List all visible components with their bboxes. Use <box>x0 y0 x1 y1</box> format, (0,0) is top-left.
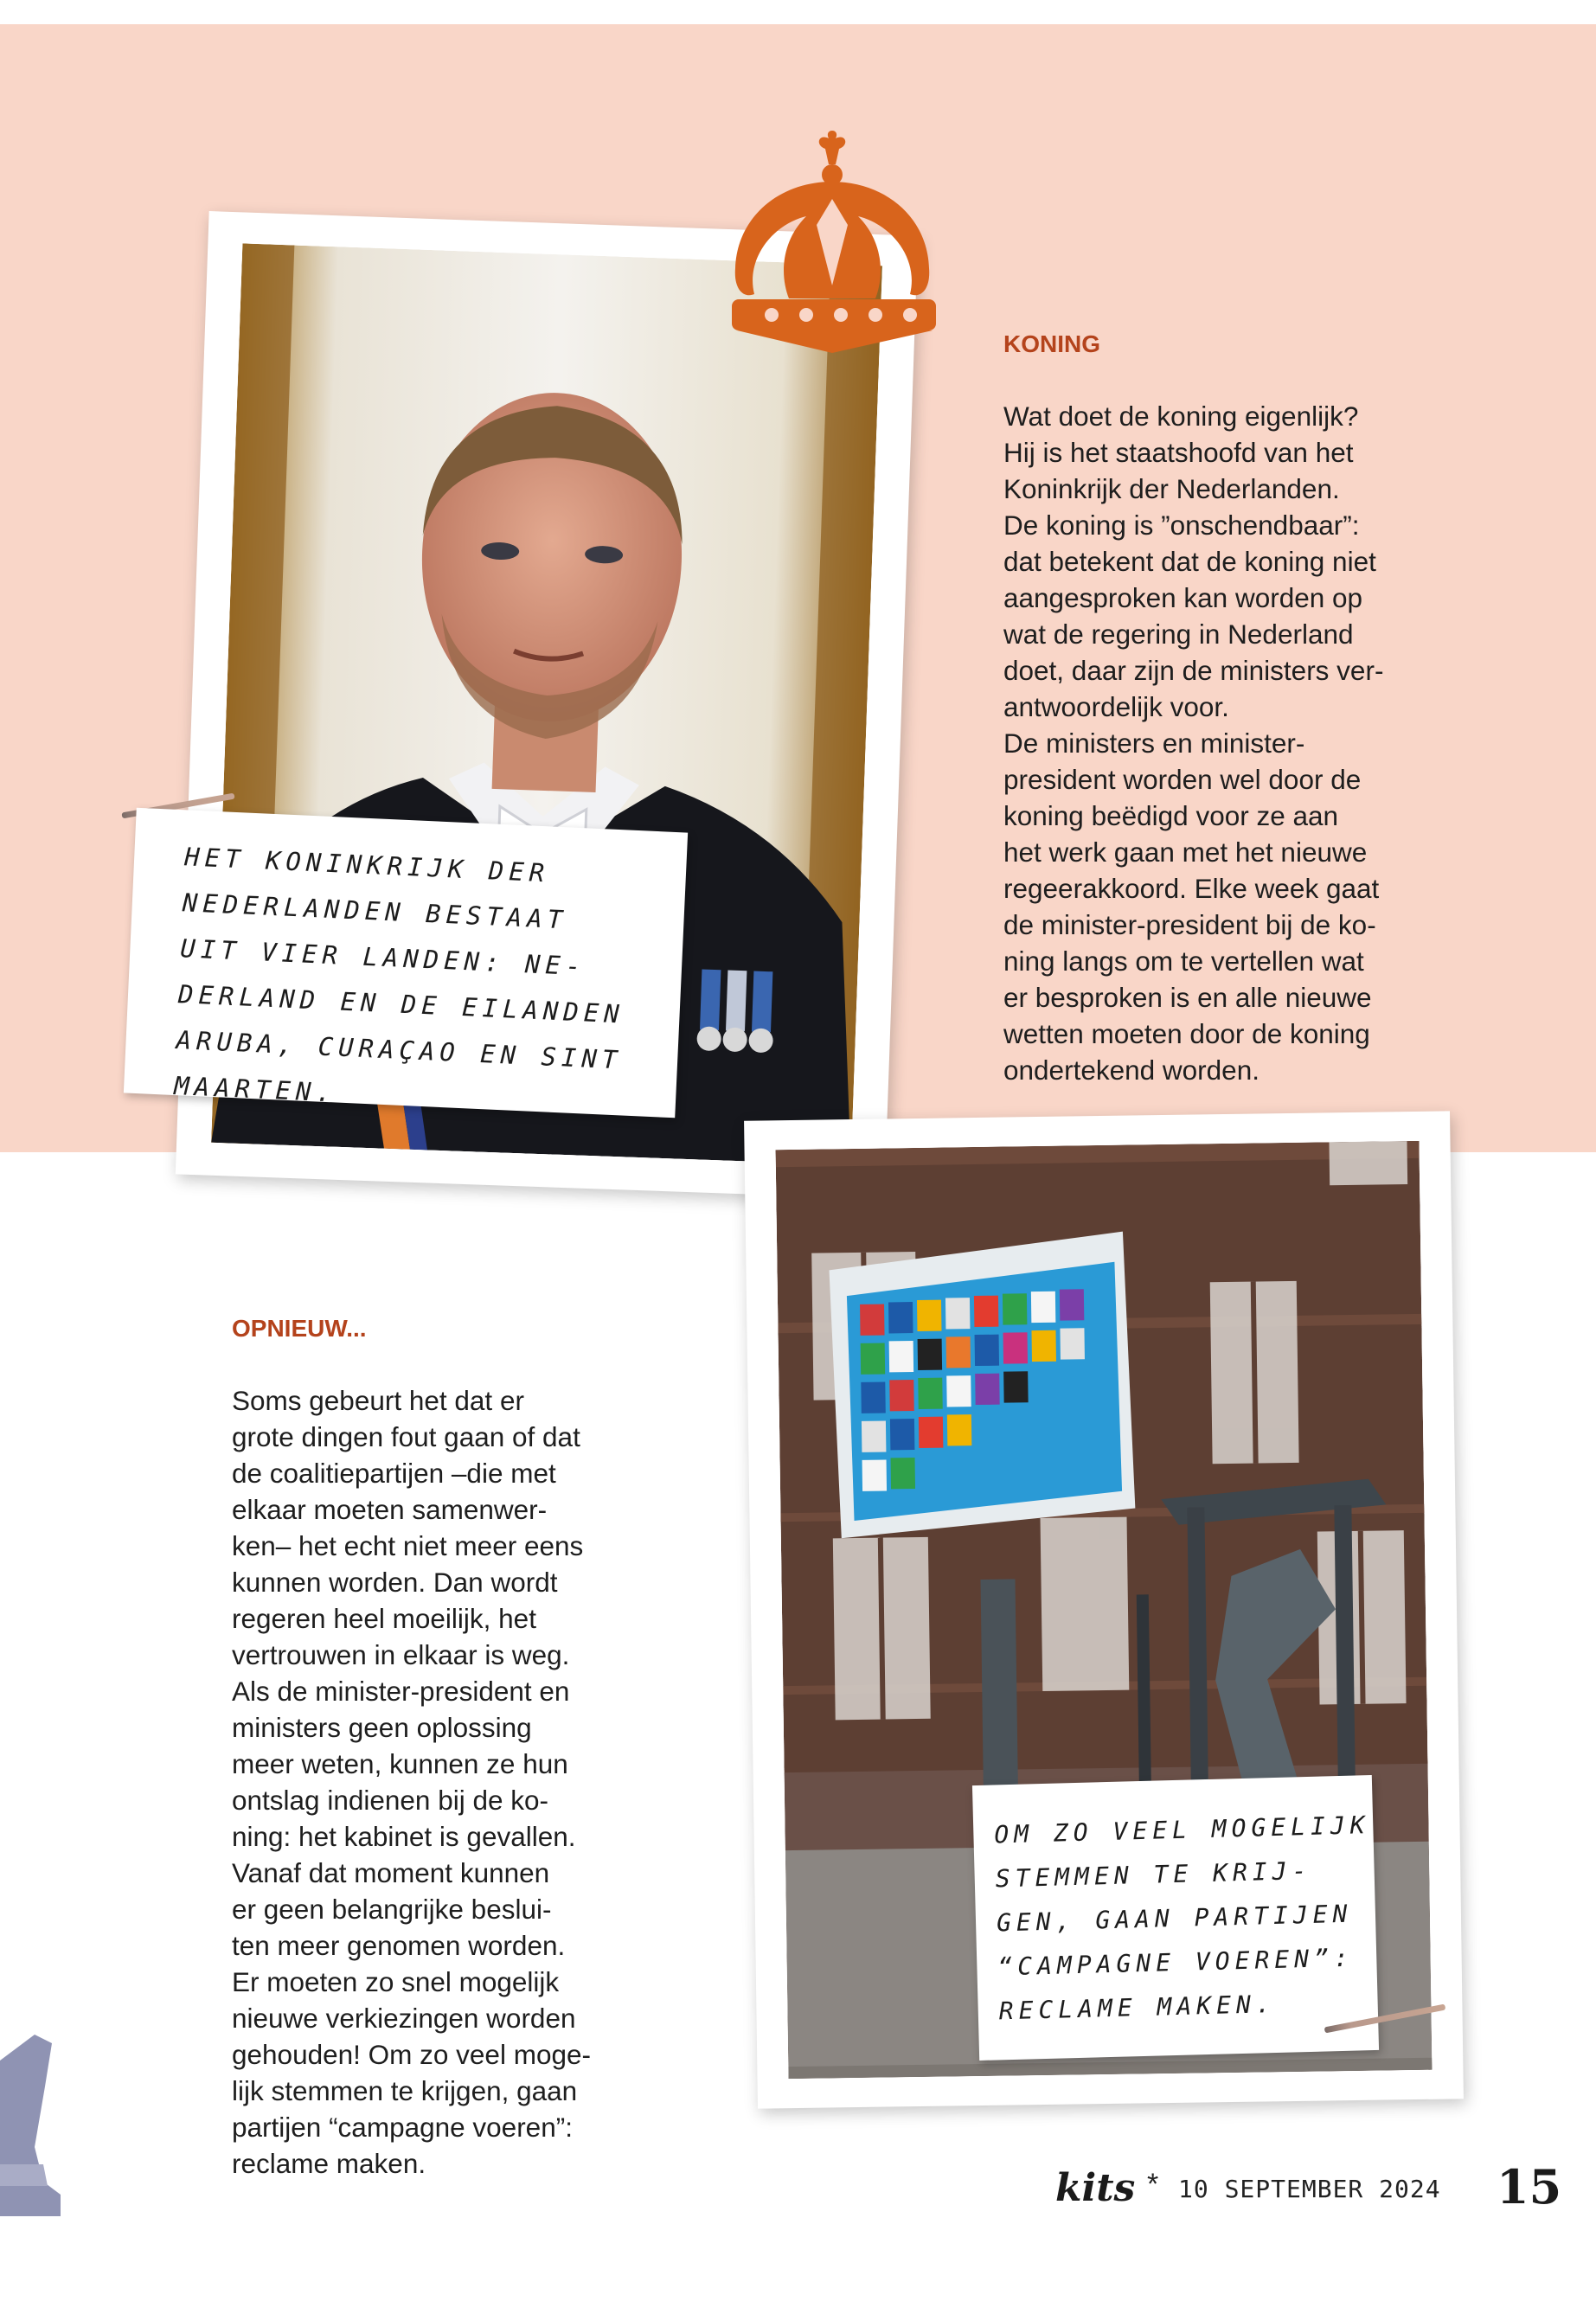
opnieuw-heading: OPNIEUW... <box>232 1315 367 1342</box>
crown-icon <box>720 130 952 355</box>
king-caption-text: HET KONINKRIJK DER NEDERLANDEN BESTAAT UIT VIER LANDEN: NE- DERLAND EN DE EILANDEN ARUBA, CURAÇAO EN SINT MAARTEN. <box>173 842 625 1108</box>
campaign-caption-text: OM ZO VEEL MOGELIJK STEMMEN TE KRIJ- GEN, GAAN PARTIJEN “CAMPAGNE VOEREN”: RECLAME MAKEN. <box>993 1811 1370 2026</box>
page-number: 15 <box>1497 2159 1562 2214</box>
koning-heading: KONING <box>1003 330 1100 357</box>
opnieuw-body: Soms gebeurt het dat er grote dingen fout gaan of dat de coalitiepartijen –die met elkaar moeten samenwer- ken– het echt niet meer eens kunnen worden. Dan wordt regeren heel moeilijk, het vertrouwen in elkaar is weg. Als de minister-president en ministers geen oplossing meer weten, kunnen ze hun ontslag indienen bij de ko- ning: het kabinet is gevallen. Vanaf dat moment kunnen er geen belangrijke beslui- ten meer genomen worden. Er moeten zo snel mogelijk nieuwe verkiezingen worden gehouden! Om zo veel moge- lijk stemmen te krijgen, gaan partijen “campagne voeren”: reclame maken. <box>232 1385 591 2179</box>
campaign-caption-note <box>972 1775 1379 2061</box>
koning-section <box>1003 291 1557 1125</box>
koning-body: Wat doet de koning eigenlijk? Hij is het staatshoofd van het Koninkrijk der Nederlanden. De koning is ”onschendbaar”: dat betekent dat de koning niet aangesproken kan worden op wat de regering in Nederland doet, daar zijn de ministers ver- antwoordelijk voor. De ministers en minister- president worden wel door de koning beëdigd voor ze aan het werk gaan met het nieuwe regeerakkoord. Elke week gaat de minister-president bij de ko- ning langs om te vertellen wat er besproken is en alle nieuwe wetten moeten door de koning ondertekend worden. <box>1003 401 1384 1086</box>
king-caption-note <box>124 808 688 1118</box>
issue-date: 10 SEPTEMBER 2024 <box>1178 2175 1441 2203</box>
footer-separator: * <box>1147 2168 1159 2201</box>
kits-logo <box>1054 2163 1137 2211</box>
chess-piece-icon <box>0 2035 61 2216</box>
brand-name: kits <box>1055 2166 1136 2210</box>
opnieuw-section <box>232 1275 734 2218</box>
